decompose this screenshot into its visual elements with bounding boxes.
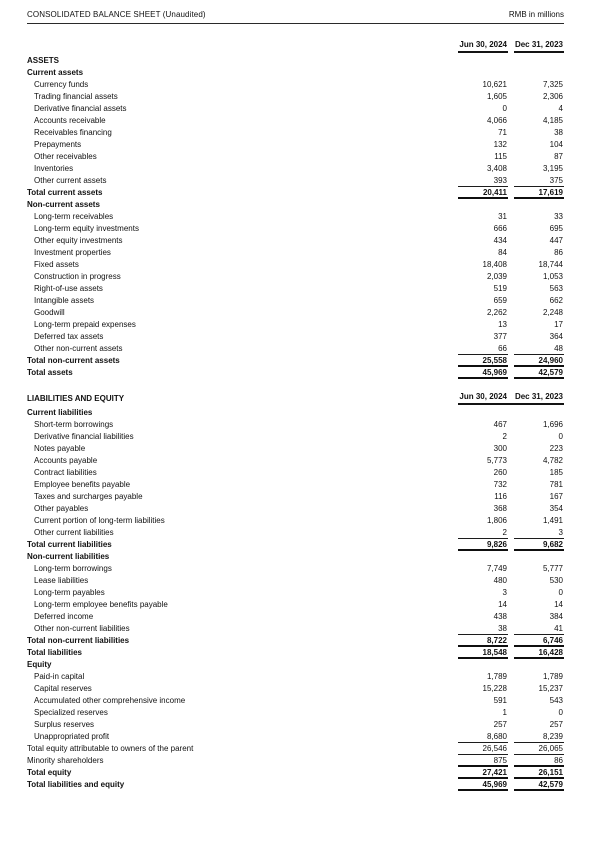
value-dec-31-2023: 42,579: [514, 367, 564, 379]
value-jun-30-2024: 5,773: [486, 456, 507, 465]
value-jun-30-2024: 438: [493, 612, 507, 621]
item-row: [27, 247, 564, 259]
row-label: Other equity investments: [34, 236, 123, 245]
column-header-dec-31-2023: Dec 31, 2023: [514, 392, 563, 401]
value-jun-30-2024: 9,826: [458, 539, 508, 551]
row-label: Total current liabilities: [27, 540, 112, 549]
row-label: Total equity attributable to owners of the parent: [27, 744, 194, 753]
item-row: [27, 455, 564, 467]
item-row: [27, 319, 564, 331]
row-label: Total equity: [27, 768, 72, 777]
item-row: [27, 671, 564, 683]
value-dec-31-2023: 1,696: [542, 420, 563, 429]
value-dec-31-2023: 695: [549, 224, 563, 233]
value-jun-30-2024: 257: [493, 720, 507, 729]
row-label: Long-term equity investments: [34, 224, 139, 233]
row-label: Long-term receivables: [34, 212, 114, 221]
value-dec-31-2023: 17,619: [514, 187, 564, 199]
value-dec-31-2023: 5,777: [542, 564, 563, 573]
value-dec-31-2023: [514, 551, 564, 563]
value-jun-30-2024: [458, 659, 508, 671]
value-jun-30-2024: 20,411: [458, 187, 508, 199]
item-row: [27, 527, 564, 539]
value-jun-30-2024: 66: [458, 343, 508, 355]
value-jun-30-2024: 377: [493, 332, 507, 341]
value-jun-30-2024: 666: [493, 224, 507, 233]
date-column-headers-repeated: [458, 391, 564, 405]
item-row: [27, 467, 564, 479]
row-label: Total non-current liabilities: [27, 636, 130, 645]
row-label: Accounts receivable: [34, 116, 106, 125]
column-header-jun-30-2024: Jun 30, 2024: [458, 39, 508, 53]
row-label: Employee benefits payable: [34, 480, 131, 489]
row-label: Prepayments: [34, 140, 82, 149]
total-row: [27, 367, 564, 379]
value-jun-30-2024: 45,969: [458, 367, 508, 379]
total-row: [27, 635, 564, 647]
total-row: [27, 767, 564, 779]
liabilities-equity-table: [27, 407, 564, 791]
row-label: Investment properties: [34, 248, 111, 257]
row-label: Long-term employee benefits payable: [34, 600, 168, 609]
row-label: Right-of-use assets: [34, 284, 103, 293]
value-dec-31-2023: 0: [558, 588, 563, 597]
item-row: [27, 103, 564, 115]
value-jun-30-2024: [458, 199, 508, 211]
assets-table: [27, 55, 564, 379]
value-dec-31-2023: 185: [549, 468, 563, 477]
value-jun-30-2024: 0: [502, 104, 507, 113]
row-label: Long-term prepaid expenses: [34, 320, 136, 329]
row-label: Goodwill: [34, 308, 65, 317]
value-dec-31-2023: 33: [554, 212, 563, 221]
row-label: Other non-current assets: [34, 344, 123, 353]
section-row: [27, 199, 564, 211]
section-heading-liabilities-and-equity: LIABILITIES AND EQUITY: [27, 394, 125, 403]
value-dec-31-2023: 42,579: [514, 779, 564, 791]
value-dec-31-2023: 41: [514, 623, 564, 635]
row-label: Current portion of long-term liabilities: [34, 516, 165, 525]
section-row: [27, 55, 564, 67]
total-row: [27, 187, 564, 199]
row-label: Other payables: [34, 504, 89, 513]
value-jun-30-2024: 3: [502, 588, 507, 597]
row-label: Derivative financial assets: [34, 104, 127, 113]
row-label: Fixed assets: [34, 260, 79, 269]
row-label: Derivative financial liabilities: [34, 432, 134, 441]
value-jun-30-2024: 15,228: [482, 684, 507, 693]
value-jun-30-2024: 8,722: [458, 635, 508, 647]
value-jun-30-2024: 18,408: [482, 260, 507, 269]
value-jun-30-2024: 115: [494, 152, 507, 161]
row-label: Total assets: [27, 368, 73, 377]
item-row: [27, 563, 564, 575]
value-jun-30-2024: 480: [493, 576, 507, 585]
row-label: Total non-current assets: [27, 356, 120, 365]
value-jun-30-2024: 10,621: [482, 80, 507, 89]
value-jun-30-2024: 2,262: [486, 308, 507, 317]
item-row: [27, 79, 564, 91]
total-row: [27, 647, 564, 659]
row-label: Specialized reserves: [34, 708, 108, 717]
row-label: Unappropriated profit: [34, 732, 110, 741]
row-label: Deferred tax assets: [34, 332, 104, 341]
row-label: Capital reserves: [34, 684, 92, 693]
report-header: [27, 9, 564, 24]
row-label: Accounts payable: [34, 456, 98, 465]
value-dec-31-2023: 0: [558, 432, 563, 441]
unit-label: RMB in millions: [508, 10, 564, 19]
value-jun-30-2024: 519: [493, 284, 507, 293]
value-dec-31-2023: 1,789: [542, 672, 563, 681]
value-jun-30-2024: [458, 55, 508, 67]
value-jun-30-2024: 2: [502, 432, 507, 441]
value-jun-30-2024: 1,789: [486, 672, 507, 681]
value-jun-30-2024: 13: [498, 320, 507, 329]
row-label: Non-current assets: [27, 200, 100, 209]
row-label: Currency funds: [34, 80, 89, 89]
row-label: Total current assets: [27, 188, 103, 197]
value-dec-31-2023: 86: [554, 248, 563, 257]
value-jun-30-2024: 2: [458, 527, 508, 539]
report-title: CONSOLIDATED BALANCE SHEET (Unaudited): [27, 10, 206, 19]
value-dec-31-2023: [514, 55, 564, 67]
value-dec-31-2023: 354: [549, 504, 563, 513]
subtotal-row: [27, 755, 564, 767]
item-row: [27, 235, 564, 247]
value-dec-31-2023: 2,248: [542, 308, 563, 317]
value-dec-31-2023: 384: [549, 612, 563, 621]
row-label: Contract liabilities: [34, 468, 97, 477]
value-dec-31-2023: 1,491: [542, 516, 563, 525]
row-label: Long-term payables: [34, 588, 105, 597]
row-label: Short-term borrowings: [34, 420, 114, 429]
value-jun-30-2024: 25,558: [458, 355, 508, 367]
value-dec-31-2023: 167: [549, 492, 563, 501]
row-label: Current assets: [27, 68, 84, 77]
value-jun-30-2024: 732: [493, 480, 507, 489]
value-jun-30-2024: 4,066: [486, 116, 507, 125]
value-jun-30-2024: 875: [458, 755, 508, 767]
value-dec-31-2023: 2,306: [542, 92, 563, 101]
value-jun-30-2024: 1: [502, 708, 507, 717]
value-dec-31-2023: 104: [549, 140, 563, 149]
value-dec-31-2023: 48: [514, 343, 564, 355]
value-dec-31-2023: 1,053: [542, 272, 563, 281]
value-jun-30-2024: 31: [498, 212, 507, 221]
value-dec-31-2023: 781: [549, 480, 563, 489]
value-dec-31-2023: 3: [514, 527, 564, 539]
total-row: [27, 779, 564, 791]
value-dec-31-2023: 563: [549, 284, 563, 293]
item-row: [27, 127, 564, 139]
value-dec-31-2023: 16,428: [514, 647, 564, 659]
value-jun-30-2024: 38: [458, 623, 508, 635]
item-row: [27, 331, 564, 343]
value-dec-31-2023: [514, 407, 564, 419]
row-label: Current liabilities: [27, 408, 93, 417]
value-jun-30-2024: 434: [493, 236, 507, 245]
value-jun-30-2024: 7,749: [486, 564, 507, 573]
value-dec-31-2023: 26,151: [514, 767, 564, 779]
value-dec-31-2023: 86: [514, 755, 564, 767]
value-dec-31-2023: 38: [554, 128, 563, 137]
value-jun-30-2024: 26,546: [458, 743, 508, 755]
item-row: [27, 283, 564, 295]
item-row: [27, 139, 564, 151]
item-row: [27, 611, 564, 623]
value-jun-30-2024: 467: [493, 420, 507, 429]
row-label: Non-current liabilities: [27, 552, 110, 561]
item-row: [27, 419, 564, 431]
value-dec-31-2023: 3,195: [542, 164, 563, 173]
item-row: [27, 587, 564, 599]
value-jun-30-2024: 45,969: [458, 779, 508, 791]
value-dec-31-2023: 17: [554, 320, 563, 329]
item-row: [27, 151, 564, 163]
row-label: Notes payable: [34, 444, 86, 453]
total-row: [27, 355, 564, 367]
value-dec-31-2023: 543: [549, 696, 563, 705]
row-label: Other non-current liabilities: [34, 624, 130, 633]
row-label: Taxes and surcharges payable: [34, 492, 143, 501]
value-jun-30-2024: [458, 551, 508, 563]
row-label: Other receivables: [34, 152, 97, 161]
row-label: Deferred income: [34, 612, 94, 621]
item-row: [27, 479, 564, 491]
row-label: Inventories: [34, 164, 74, 173]
value-jun-30-2024: 3,408: [486, 164, 507, 173]
item-row: [27, 115, 564, 127]
row-label: Surplus reserves: [34, 720, 95, 729]
section-row: [27, 67, 564, 79]
value-dec-31-2023: 9,682: [514, 539, 564, 551]
item-row: [27, 707, 564, 719]
value-jun-30-2024: 132: [493, 140, 507, 149]
row-label: Minority shareholders: [27, 756, 104, 765]
section-row: [27, 407, 564, 419]
row-label: Other current assets: [34, 176, 107, 185]
item-row: [27, 295, 564, 307]
value-jun-30-2024: 71: [498, 128, 507, 137]
section-row: [27, 659, 564, 671]
value-jun-30-2024: 8,680: [458, 731, 508, 743]
value-dec-31-2023: 4,782: [542, 456, 563, 465]
value-dec-31-2023: 8,239: [514, 731, 564, 743]
item-row: [27, 491, 564, 503]
value-jun-30-2024: 18,548: [458, 647, 508, 659]
row-label: Receivables financing: [34, 128, 112, 137]
item-row: [27, 211, 564, 223]
item-row: [27, 431, 564, 443]
value-jun-30-2024: 116: [494, 492, 507, 501]
row-label: Paid-in capital: [34, 672, 85, 681]
item-row: [27, 343, 564, 355]
value-dec-31-2023: 87: [554, 152, 563, 161]
value-dec-31-2023: 6,746: [514, 635, 564, 647]
value-jun-30-2024: 393: [458, 175, 508, 187]
value-dec-31-2023: [514, 199, 564, 211]
row-label: Other current liabilities: [34, 528, 114, 537]
value-dec-31-2023: 7,325: [542, 80, 563, 89]
value-jun-30-2024: 1,605: [486, 92, 507, 101]
value-jun-30-2024: 14: [498, 600, 507, 609]
value-jun-30-2024: 260: [493, 468, 507, 477]
row-label: Total liabilities and equity: [27, 780, 125, 789]
row-label: Equity: [27, 660, 52, 669]
item-row: [27, 719, 564, 731]
value-dec-31-2023: 375: [514, 175, 564, 187]
item-row: [27, 91, 564, 103]
value-dec-31-2023: 223: [549, 444, 563, 453]
item-row: [27, 575, 564, 587]
value-jun-30-2024: 300: [493, 444, 507, 453]
item-row: [27, 731, 564, 743]
value-jun-30-2024: [458, 407, 508, 419]
item-row: [27, 443, 564, 455]
value-dec-31-2023: 0: [558, 708, 563, 717]
value-dec-31-2023: 4,185: [542, 116, 563, 125]
row-label: Trading financial assets: [34, 92, 118, 101]
item-row: [27, 515, 564, 527]
subtotal-row: [27, 743, 564, 755]
value-dec-31-2023: 662: [549, 296, 563, 305]
value-jun-30-2024: [458, 67, 508, 79]
row-label: Total liabilities: [27, 648, 82, 657]
value-jun-30-2024: 659: [493, 296, 507, 305]
value-dec-31-2023: 364: [549, 332, 563, 341]
row-label: Intangible assets: [34, 296, 95, 305]
date-column-headers: [27, 39, 564, 53]
item-row: [27, 307, 564, 319]
value-dec-31-2023: 14: [554, 600, 563, 609]
row-label: Accumulated other comprehensive income: [34, 696, 186, 705]
value-jun-30-2024: 368: [493, 504, 507, 513]
item-row: [27, 695, 564, 707]
value-dec-31-2023: 26,065: [514, 743, 564, 755]
item-row: [27, 623, 564, 635]
value-dec-31-2023: 257: [549, 720, 563, 729]
value-dec-31-2023: 18,744: [538, 260, 563, 269]
section-row: [27, 551, 564, 563]
row-label: Long-term borrowings: [34, 564, 112, 573]
value-jun-30-2024: 27,421: [458, 767, 508, 779]
row-label: ASSETS: [27, 56, 60, 65]
value-jun-30-2024: 591: [493, 696, 507, 705]
item-row: [27, 175, 564, 187]
value-dec-31-2023: 447: [549, 236, 563, 245]
column-header-jun-30-2024: Jun 30, 2024: [459, 392, 507, 401]
row-label: Construction in progress: [34, 272, 121, 281]
value-dec-31-2023: 15,237: [538, 684, 563, 693]
value-dec-31-2023: [514, 659, 564, 671]
item-row: [27, 683, 564, 695]
value-dec-31-2023: 24,960: [514, 355, 564, 367]
item-row: [27, 599, 564, 611]
column-header-dec-31-2023: Dec 31, 2023: [514, 39, 564, 53]
liabilities-equity-header: [27, 391, 564, 405]
value-jun-30-2024: 84: [498, 248, 507, 257]
value-dec-31-2023: [514, 67, 564, 79]
value-jun-30-2024: 1,806: [486, 516, 507, 525]
item-row: [27, 271, 564, 283]
item-row: [27, 503, 564, 515]
total-row: [27, 539, 564, 551]
item-row: [27, 259, 564, 271]
value-dec-31-2023: 4: [558, 104, 563, 113]
value-jun-30-2024: 2,039: [486, 272, 507, 281]
value-dec-31-2023: 530: [549, 576, 563, 585]
item-row: [27, 163, 564, 175]
row-label: Lease liabilities: [34, 576, 89, 585]
item-row: [27, 223, 564, 235]
